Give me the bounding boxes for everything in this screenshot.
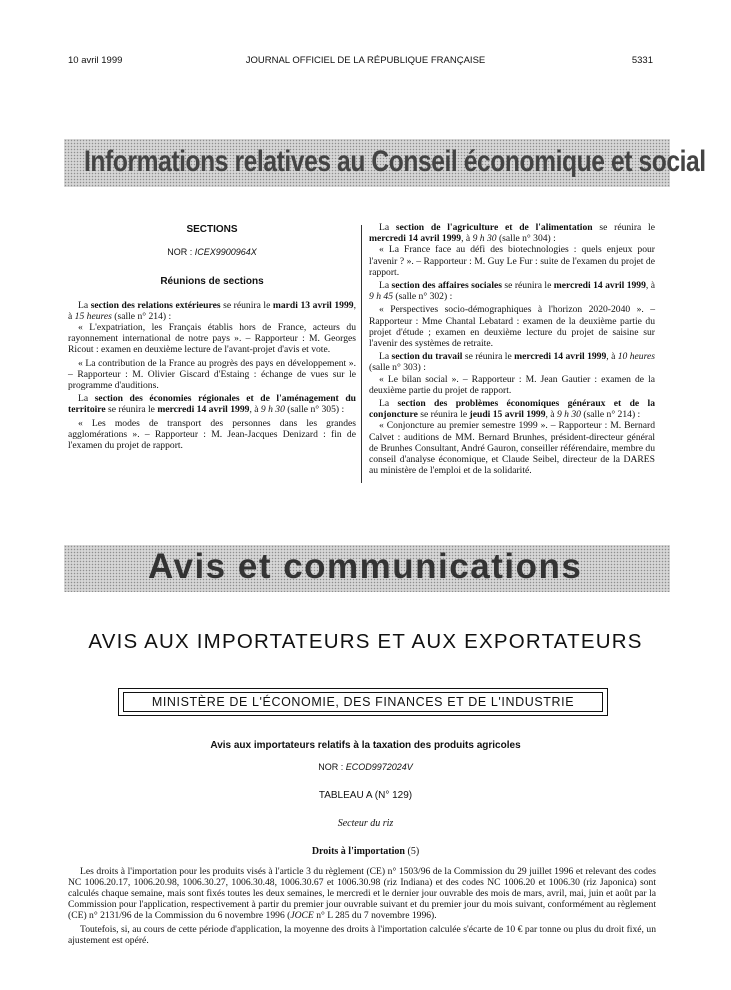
ministere-box	[118, 688, 608, 716]
avis-subtitle: Avis aux importateurs relatifs à la taxation des produits agricoles	[210, 740, 521, 751]
paragraph: La section des affaires sociales se réunira le mercredi 14 avril 1999, à 9 h 45 (salle n° 302) :	[369, 280, 655, 303]
paragraph: « La contribution de la France au progrès des pays en développement ». – Rapporteur : M. Olivier Giscard d'Estaing : échange de vues sur le programme d'auditions.	[68, 357, 356, 392]
nor-label: NOR :	[167, 247, 195, 258]
paragraph: La section des relations extérieures se réunira le mardi 13 avril 1999, à 15 heures (salle n° 214) :	[68, 299, 356, 322]
droits-note: (5)	[404, 846, 420, 857]
nor-label: NOR :	[318, 762, 346, 772]
avis-body	[68, 866, 656, 946]
paragraph: La section des économies régionales et de l'aménagement du territoire se réunira le mercredi 14 avril 1999, à 9 h 30 (salle n° 305) :	[68, 393, 356, 416]
paragraph: « L'expatriation, les Français établis hors de France, acteurs du rayonnement international de notre pays ». – Rapporteur : M. Georges Ricout : examen en deuxième lecture de l'avant-projet d'avis et vote.	[68, 322, 356, 356]
nor-code: ICEX9900964X	[194, 247, 257, 258]
nor-line	[68, 247, 356, 258]
nor-code: ECOD9972024V	[345, 762, 413, 772]
banner-avis-title: Avis et communications	[148, 547, 583, 586]
ministere-label: MINISTÈRE DE L'ÉCONOMIE, DES FINANCES ET DE L'INDUSTRIE	[123, 692, 603, 712]
paragraph: Toutefois, si, au cours de cette période d'application, la moyenne des droits à l'importation calculée s'écarte de 10 € par tonne ou plus du droit fixé, un ajustement est opéré.	[68, 924, 656, 946]
avis-section-title: AVIS AUX IMPORTATEURS ET AUX EXPORTATEURS	[88, 630, 643, 653]
paragraph: La section de l'agriculture et de l'alimentation se réunira le mercredi 14 avril 1999, à 9 h 30 (salle n° 304) :	[369, 222, 655, 245]
paragraph: « Le bilan social ». – Rapporteur : M. Jean Gautier : examen de la deuxième partie du projet de rapport.	[369, 373, 655, 396]
banner-avis	[64, 545, 670, 592]
left-column	[68, 222, 356, 451]
paragraph: La section du travail se réunira le mercredi 14 avril 1999, à 10 heures (salle n° 303) :	[369, 351, 655, 374]
droits-heading	[0, 846, 731, 857]
right-column	[369, 222, 655, 476]
paragraph: Les droits à l'importation pour les produits visés à l'article 3 du règlement (CE) n° 1503/96 de la Commission du 29 juillet 1996 et relevant des codes NC 1006.20.17, 1006.20.98, 1006.30.27, 1006.30.48, 1006.30.67 et 1006.30.98 (riz Indiana) et des codes NC 1006.20 et 1006.30 (riz Japonica) sont calculés chaque semaine, mais sont fixés toutes les deux semaines, le mercredi et le dernier jour ouvrable des mois de mars, avril, mai, juin et août par la Commission pour l'application, respectivement à partir du premier jour ouvrable suivant et du premier jour du mois suivant, conformément au règlement (CE) n° 2131/96 de la Commission du 6 novembre 1996 (JOCE n° L 285 du 7 novembre 1996).	[68, 866, 656, 921]
paragraph: « Conjoncture au premier semestre 1999 ». – Rapporteur : M. Bernard Calvet : auditions de MM. Bernard Brunhes, président-directeur général de Brunhes Consultant, André Gauron, conseiller référendaire, membre du conseil d'analyse économique, et Claude Seibel, directeur de la DARES au ministère de l'emploi et de la solidarité.	[369, 420, 655, 477]
paragraph: « La France face au défi des biotechnologies : quels enjeux pour l'avenir ? ». – Rapporteur : M. Guy Le Fur : suite de l'examen du projet de rapport.	[369, 244, 655, 278]
column-divider	[361, 225, 362, 483]
nor-line-avis	[0, 762, 731, 772]
paragraph: « Les modes de transport des personnes dans les grandes agglomérations ». – Rapporteur : M. Jean-Jacques Denizard : fin de l'examen du projet de rapport.	[68, 417, 356, 452]
paragraph: « Perspectives socio-démographiques à l'horizon 2020-2040 ». – Rapporteur : Mme Chantal Lebatard : examen de la deuxième partie du projet d'étude ; examen en deuxième lecture du projet de saisine sur l'avenir des systèmes de retraite.	[369, 304, 655, 350]
header-date: 10 avril 1999	[68, 55, 123, 66]
tableau-heading: TABLEAU A (N° 129)	[318, 790, 413, 801]
banner-informations-title: Informations relatives au Conseil économique et social	[84, 145, 706, 178]
header-page-number: 5331	[631, 55, 653, 66]
header-journal-title: JOURNAL OFFICIEL DE LA RÉPUBLIQUE FRANÇAISE	[245, 55, 486, 66]
reunions-heading: Réunions de sections	[160, 276, 264, 288]
droits-label: Droits à l'importation	[311, 846, 405, 857]
banner-informations	[64, 139, 706, 187]
sections-heading: SECTIONS	[186, 224, 238, 235]
secteur-heading: Secteur du riz	[337, 818, 394, 829]
paragraph: La section des problèmes économiques généraux et de la conjoncture se réunira le jeudi 15 avril 1999, à 9 h 30 (salle n° 214) :	[369, 398, 655, 421]
